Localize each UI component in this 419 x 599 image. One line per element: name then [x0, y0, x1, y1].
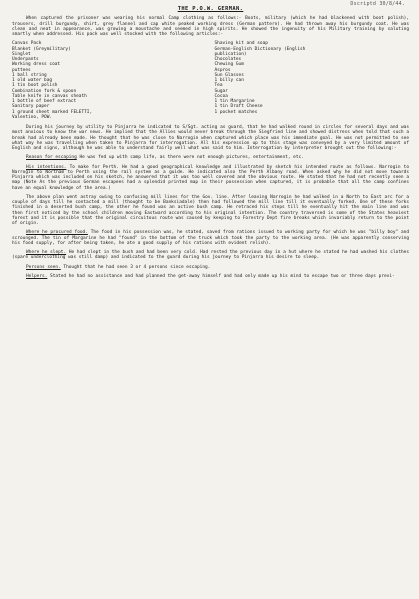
article-item: publication) — [214, 51, 247, 57]
article-item: 1 tin Draft Cheese — [214, 104, 263, 110]
slept-text: He had slept in the bush and had been very cold. Had rested the previous day in a hut where he stated he had washed his clothes (spare underclothing was still damp) and indicated to the guard during his journey to Pinjarra his desire to sleep. — [12, 250, 410, 261]
intentions-heading: His intentions. — [26, 164, 67, 170]
articles-left-column — [12, 41, 207, 120]
persons-text: Thought that he had seen 3 or 4 persons since escaping. — [63, 264, 211, 270]
article-item: Blanket (Greymilitary) — [12, 46, 71, 52]
slept-paragraph — [12, 250, 409, 261]
article-item: 1 pocket matches — [214, 109, 258, 115]
intro-text: When captured the prisoner was wearing his normal Camp clothing as follows:- Boots, military (which he had blackened with boot polish), trousers, drill burgundy, shirt, grey flannel and cap white peaked working dress (German pattern). He had thrown away his burgundy coat. He was clean and neat in appearance, was growing a moustache and seemed in high spirits. He showed the ingenuity of his Military training by saluting smartly when addressed. — [12, 16, 409, 37]
food-heading: Where he procured food. — [26, 230, 88, 236]
persons-heading: Persons seen. — [26, 264, 61, 270]
article-item: 1 ball string — [12, 72, 47, 78]
food-text: The food in his possession was, he stated, saved from rations issued to working party for which he was "billy boy" and scrounged. The tin of Margarine he had "found" in the bottom of the truck which took the party to the working area. (He was apparently conserving his food supply, for after being taken, he ate a good supply of his rations with evident relish). — [12, 230, 410, 246]
document-title: THE P.O.W. GERMAN. — [177, 6, 244, 12]
article-item: 1 old water bag — [12, 78, 53, 83]
reason-heading: Reason for escaping — [26, 155, 77, 161]
article-item: puttees — [12, 67, 31, 73]
articles-right-column — [207, 41, 410, 120]
reason-text: He was fed up with camp life, as there were not enough pictures, entertainment, etc. — [79, 155, 304, 161]
article-item: Shaving kit and soap — [214, 41, 268, 47]
journey-paragraph: During his journey by utility to Pinjarra he indicated to S/Sgt. acting as guard, that he had walked round in circles for several days and was most anxious to know the war news. He implied that the Allies would never break through the Siegfried line and showed distress when told that such a break had already been made. He thought that he was close to Narrogin when captured which place was his immediate goal. He was not permitted to see what way he was travelling when taken to Pinjarra for interrogation. All his expression up to this stage was conveyed by a very limited amount of English and signs, although he was able to understand fairly well what was said to him. Interrogation by interpreter brought out the following:- — [12, 125, 409, 151]
article-item: 1 billy can — [214, 78, 244, 83]
article-item: Valentino, POW. — [12, 114, 53, 120]
persons-paragraph — [12, 265, 409, 270]
date-stamp: Dscriptd 30/8/44. — [350, 1, 405, 7]
article-item: Chocolates — [214, 57, 242, 62]
article-item: Sugar — [214, 88, 228, 94]
intentions-text: To make for Perth. He had a good geographical knowledge and illustrated by sketch his intended route as follows. Narrogin to Narrogin to Northam to Perth using the rail system as a guide. He indicated also the Perth Albany road. When asked why he did not move towards Pinjarra which was included on his sketch, he answered that it was too well covered and the obvious route. He stated that he had not recently seen a map (Note As the previous German escapees had a splendid printed map in their possession when captured, it is probable that all the camp confines have an equal knowledge of the area.) — [12, 164, 410, 191]
route-paragraph: The above plan went astray owing to confusing mill lines for the Gov. line. After leaving Narrogin he had walked in a North to East arc for a couple of days till he contacted a mill (thought to be Banksiadale) then had followed the mill line till it eventually forked. One of these forks finished in a deserted bush camp, the other he found was an active bush camp. He retraced his steps till he eventually hit the main line and was then first noticed by the school children moving Eastward according to his original intention. The country traversed is some of the States heaviest forest and it is possible that the original circuitous route was caused by keeping to Forestry Dept fire breaks which invariably return to the point of origin. — [12, 194, 409, 226]
intentions-paragraph — [12, 165, 409, 191]
article-item: 1 ground sheet marked FELETTI, — [12, 109, 93, 115]
articles-list — [12, 41, 409, 120]
article-item: Underpants — [12, 57, 39, 62]
article-item: Combination fork & spoon — [12, 88, 77, 94]
article-item: 1 tin Margarine — [214, 99, 255, 104]
article-item: Aspros — [214, 67, 231, 73]
articles-lead: His pack was well stocked with the following articles:- — [76, 32, 224, 37]
article-item: Canvas Pack — [12, 41, 42, 47]
helpers-paragraph — [12, 274, 409, 279]
reason-paragraph — [12, 155, 409, 160]
food-paragraph — [12, 230, 409, 246]
article-item: Sanitary paper — [12, 104, 50, 110]
helpers-text: Stated he had no assistance and had planned the get-away himself and had only made up his mind to escape two or three days previ- — [50, 273, 395, 279]
article-item: 1 tin boot polish — [12, 83, 58, 89]
intro-paragraph — [12, 16, 409, 37]
article-item: Cocoa — [214, 93, 228, 99]
article-item: 1 bottle of beef extract — [12, 99, 77, 104]
helpers-heading: Helpers. — [26, 273, 48, 279]
article-item: Table knife in canvas sheath — [12, 93, 87, 99]
article-item: Sun Glasses — [214, 72, 244, 78]
article-item: Singlet — [12, 51, 31, 57]
article-item: Tea — [214, 83, 223, 89]
slept-heading: Where he slept. — [26, 250, 67, 255]
article-item: German-English Dictionary (English — [214, 46, 306, 52]
article-item: Working dress coat — [12, 62, 61, 68]
article-item: Chewing Gum — [214, 62, 244, 68]
